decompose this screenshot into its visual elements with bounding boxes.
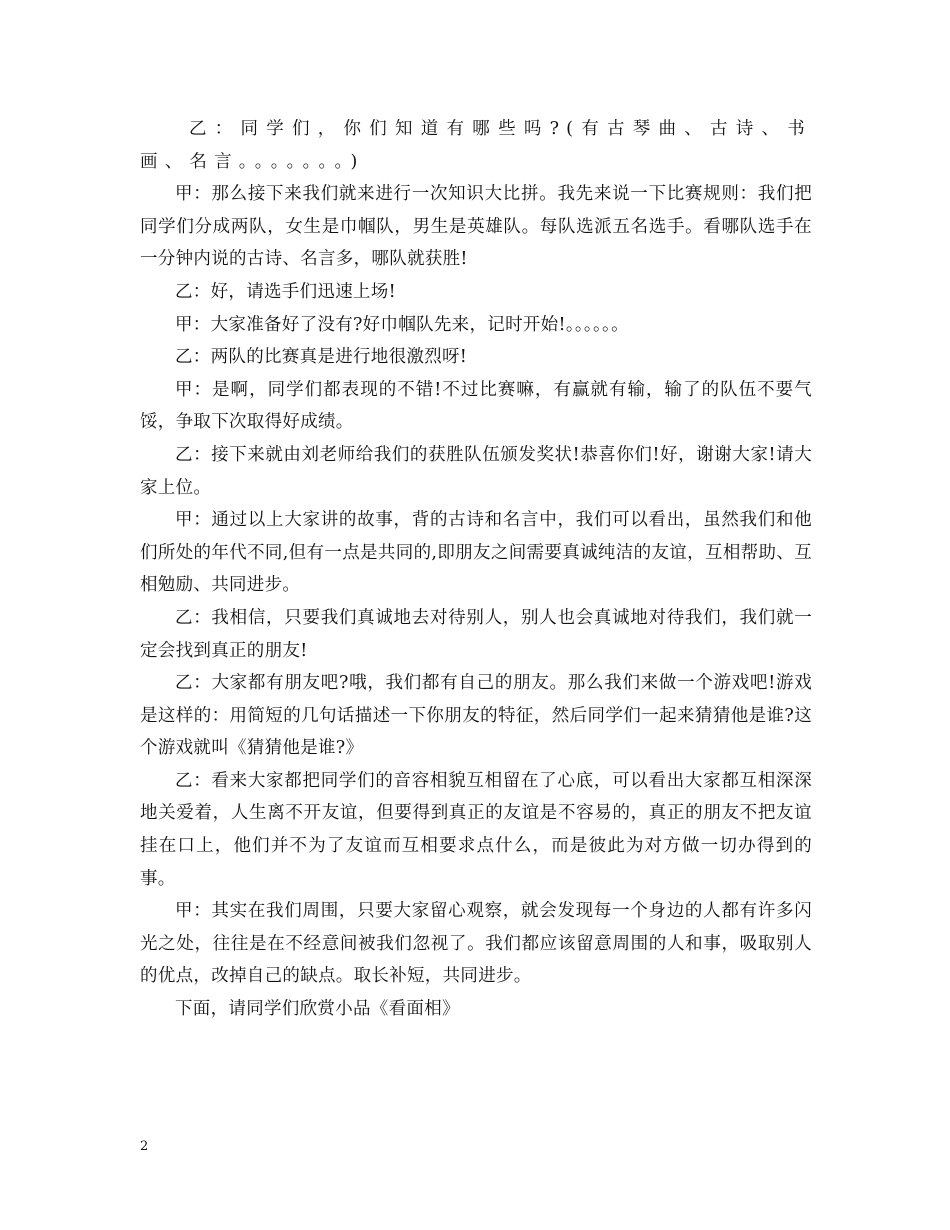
body-text xyxy=(140,113,812,1026)
paragraph-4: 甲：大家准备好了没有?好巾帼队先来，记时开始!。。。。。。 xyxy=(175,314,629,335)
paragraph-11: 乙：看来大家都把同学们的音容相貌互相留在了心底，可以看出大家都互相深深地关爱着，人生离不开友谊，但要得到真正的友谊是不容易的，真正的朋友不把友谊挂在口上，他们并不为了友谊而互相要求点什么，而是彼此为对方做一切办得到的事。 xyxy=(140,770,812,889)
paragraph-3: 乙：好，请选手们迅速上场! xyxy=(175,281,396,302)
paragraph-9: 乙：我相信，只要我们真诚地去对待别人，别人也会真诚地对待我们，我们就一定会找到真正的朋友! xyxy=(140,607,812,661)
paragraph-13: 下面，请同学们欣赏小品《看面相》 xyxy=(175,999,460,1020)
paragraph-2: 甲：那么接下来我们就来进行一次知识大比拼。我先来说一下比赛规则：我们把同学们分成两队，女生是巾帼队，男生是英雄队。每队选派五名选手。看哪队选手在一分钟内说的古诗、名言多，哪队就获胜! xyxy=(140,184,812,270)
paragraph-12: 甲：其实在我们周围，只要大家留心观察，就会发现每一个身边的人都有许多闪光之处，往往是在不经意间被我们忽视了。我们都应该留意周围的人和事，吸取别人的优点，改掉自己的缺点。取长补短，共同进步。 xyxy=(140,901,812,987)
paragraph-5: 乙：两队的比赛真是进行地很激烈呀! xyxy=(175,347,468,368)
paragraph-8: 甲：通过以上大家讲的故事，背的古诗和名言中，我们可以看出，虽然我们和他们所处的年代不同,但有一点是共同的,即朋友之间需要真诚纯洁的友谊，互相帮助、互相勉励、共同进步。 xyxy=(140,510,812,596)
paragraph-10: 乙：大家都有朋友吧?哦，我们都有自己的朋友。那么我们来做一个游戏吧!游戏是这样的：用简短的几句话描述一下你朋友的特征，然后同学们一起来猜猜他是谁?这个游戏就叫《猜猜他是谁?》 xyxy=(140,673,812,759)
paragraph-6: 甲：是啊，同学们都表现的不错!不过比赛嘛，有赢就有输，输了的队伍不要气馁，争取下次取得好成绩。 xyxy=(140,379,812,433)
paragraph-1: 乙：同学们，你们知道有哪些吗?(有古琴曲、古诗、书画、名言。。。。。。。) xyxy=(140,119,812,172)
paragraph-7: 乙：接下来就由刘老师给我们的获胜队伍颁发奖状!恭喜你们!好，谢谢大家!请大家上位。 xyxy=(140,444,812,498)
page-number: 2 xyxy=(140,1139,149,1154)
